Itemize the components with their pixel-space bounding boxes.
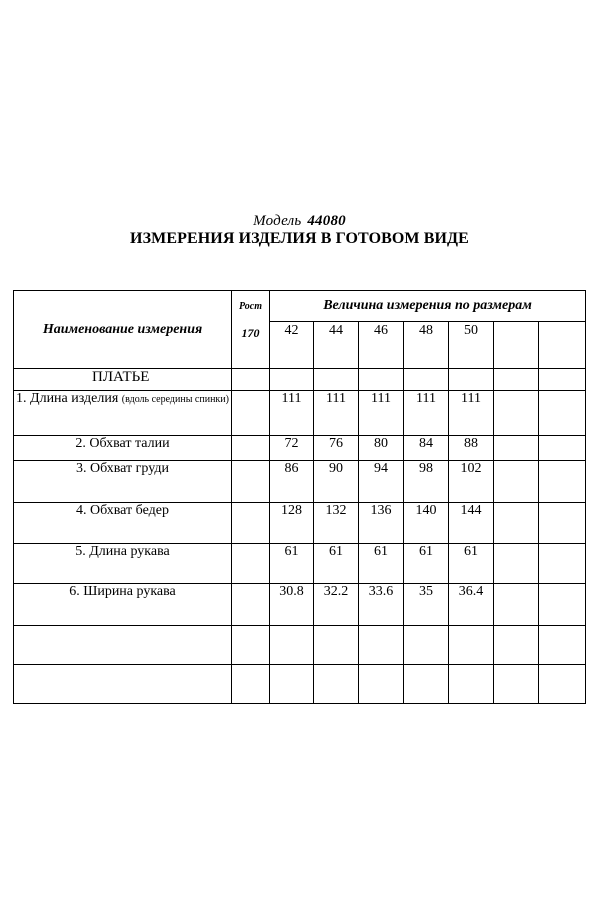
size-cell: 50: [449, 322, 494, 369]
document-title: ИЗМЕРЕНИЯ ИЗДЕЛИЯ В ГОТОВОМ ВИДЕ: [130, 230, 469, 247]
value-cell: 36.4: [449, 584, 494, 626]
header-row: [14, 291, 586, 322]
value-cell: 86: [270, 461, 314, 503]
height-label: Рост: [239, 301, 262, 312]
value-cell: [494, 391, 539, 436]
value-cell: 61: [314, 544, 359, 584]
sizes-header: Величина измерения по размерам: [270, 291, 586, 322]
table-row: [14, 584, 586, 626]
height-header: [232, 291, 270, 369]
value-cell: [539, 584, 586, 626]
value-cell: [494, 544, 539, 584]
value-cell: [539, 544, 586, 584]
value-cell: 140: [404, 503, 449, 544]
measurement-name: [14, 391, 232, 436]
measurement-name-text: 1. Длина изделия: [16, 391, 119, 406]
value-cell: 111: [359, 391, 404, 436]
value-cell: [539, 391, 586, 436]
measurement-name: 5. Длина рукава: [14, 544, 232, 584]
value-cell: 61: [449, 544, 494, 584]
size-cell: 48: [404, 322, 449, 369]
value-cell: 35: [404, 584, 449, 626]
table-row: [14, 391, 586, 436]
model-number: 44080: [307, 213, 346, 229]
value-cell: 128: [270, 503, 314, 544]
table-row: [14, 503, 586, 544]
value-cell: 88: [449, 436, 494, 461]
table-row: [14, 436, 586, 461]
value-cell: 111: [449, 391, 494, 436]
size-cell: [494, 322, 539, 369]
table-row: [14, 461, 586, 503]
empty-row: [14, 665, 586, 704]
value-cell: [494, 461, 539, 503]
value-cell: 80: [359, 436, 404, 461]
value-cell: 30.8: [270, 584, 314, 626]
height-value: 170: [241, 326, 260, 340]
measurement-name: 3. Обхват груди: [14, 461, 232, 503]
size-cell: 42: [270, 322, 314, 369]
empty-row: [14, 626, 586, 665]
value-cell: 61: [404, 544, 449, 584]
value-cell: [494, 436, 539, 461]
value-cell: [539, 461, 586, 503]
value-cell: 102: [449, 461, 494, 503]
value-cell: 61: [270, 544, 314, 584]
section-row: [14, 369, 586, 391]
name-column-header: Наименование измерения: [14, 291, 232, 369]
value-cell: 72: [270, 436, 314, 461]
value-cell: 111: [314, 391, 359, 436]
value-cell: 111: [404, 391, 449, 436]
value-cell: 144: [449, 503, 494, 544]
value-cell: 76: [314, 436, 359, 461]
section-label: ПЛАТЬЕ: [14, 369, 232, 391]
value-cell: [539, 436, 586, 461]
value-cell: 90: [314, 461, 359, 503]
measurements-table: [13, 290, 586, 704]
value-cell: 136: [359, 503, 404, 544]
measurement-name: 6. Ширина рукава: [14, 584, 232, 626]
value-cell: [494, 584, 539, 626]
size-cell: [539, 322, 586, 369]
value-cell: 84: [404, 436, 449, 461]
model-label: Модель: [253, 213, 302, 229]
value-cell: [539, 503, 586, 544]
value-cell: 61: [359, 544, 404, 584]
value-cell: [494, 503, 539, 544]
value-cell: 32.2: [314, 584, 359, 626]
table-row: [14, 544, 586, 584]
value-cell: 111: [270, 391, 314, 436]
measurement-name: 2. Обхват талии: [14, 436, 232, 461]
measurement-name: 4. Обхват бедер: [14, 503, 232, 544]
size-cell: 44: [314, 322, 359, 369]
value-cell: 94: [359, 461, 404, 503]
value-cell: 33.6: [359, 584, 404, 626]
measurement-note: (вдоль середины спинки): [121, 394, 229, 405]
size-cell: 46: [359, 322, 404, 369]
model-line: [0, 213, 599, 230]
value-cell: 132: [314, 503, 359, 544]
value-cell: 98: [404, 461, 449, 503]
